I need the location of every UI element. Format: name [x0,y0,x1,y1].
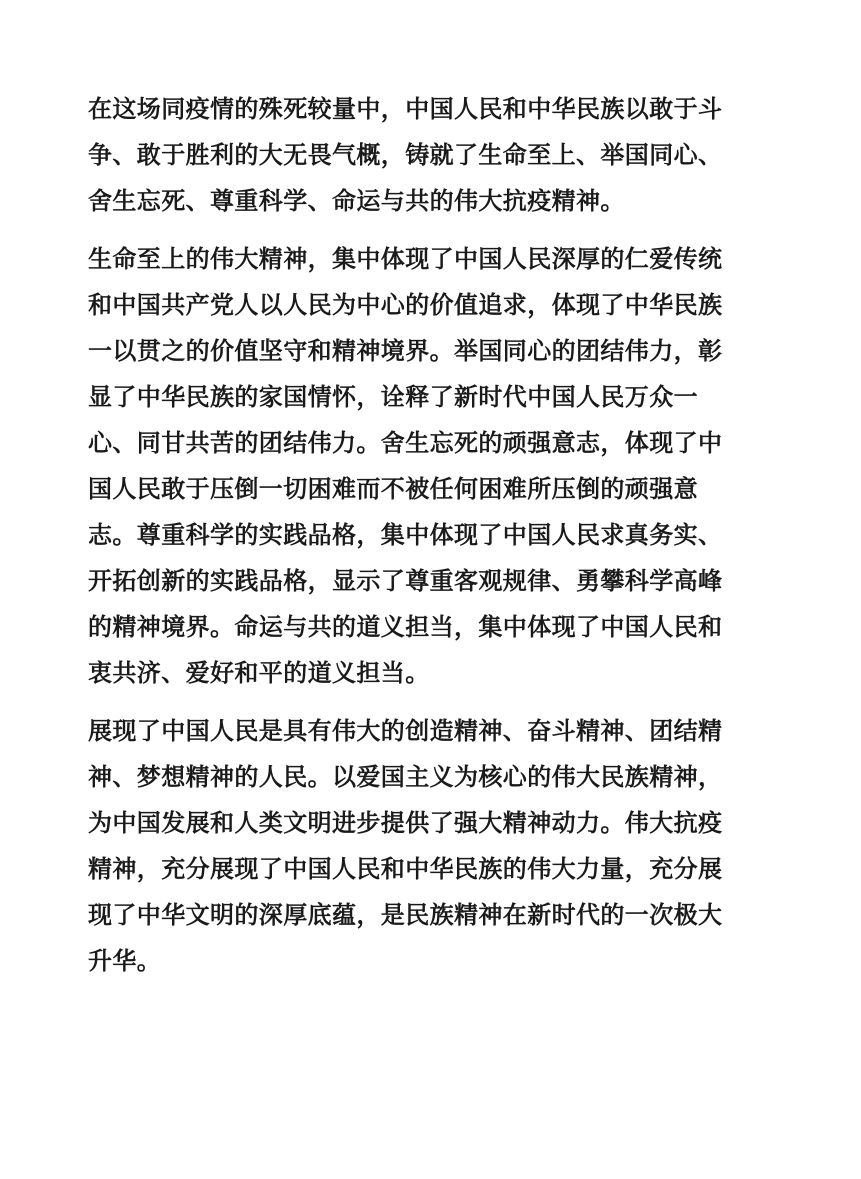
text-line: 为中国发展和人类文明进步提供了强大精神动力。伟大抗疫 [88,809,723,837]
text-line: 精神，充分展现了中国人民和中华民族的伟大力量，充分展 [88,855,723,883]
text-line: 心、同甘共苦的团结伟力。舍生忘死的顽强意志，体现了中 [88,429,723,457]
text-line: 神、梦想精神的人民。以爱国主义为核心的伟大民族精神， [88,763,723,791]
text-line: 和中国共产党人以人民为中心的价值追求，体现了中华民族 [88,291,723,319]
paragraph-2 [88,236,776,696]
text-line: 在这场同疫情的殊死较量中，中国人民和中华民族以敢于斗 [88,95,723,123]
text-line: 开拓创新的实践品格，显示了尊重客观规律、勇攀科学高峰 [88,567,723,595]
document-body [88,86,776,984]
text-line: 现了中华文明的深厚底蕴，是民族精神在新时代的一次极大 [88,901,723,929]
text-line: 衷共济、爱好和平的道义担当。 [88,659,430,687]
paragraph-3 [88,708,776,984]
text-line: 一以贯之的价值坚守和精神境界。举国同心的团结伟力，彰 [88,337,723,365]
text-line: 舍生忘死、尊重科学、命运与共的伟大抗疫精神。 [88,187,625,215]
text-line: 国人民敢于压倒一切困难而不被任何困难所压倒的顽强意 [88,475,698,503]
text-line: 展现了中国人民是具有伟大的创造精神、奋斗精神、团结精 [88,717,723,745]
paragraph-1 [88,86,776,224]
text-line: 争、敢于胜利的大无畏气概，铸就了生命至上、举国同心、 [88,141,723,169]
text-line: 生命至上的伟大精神，集中体现了中国人民深厚的仁爱传统 [88,245,723,273]
text-line: 升华。 [88,947,162,975]
text-line: 的精神境界。命运与共的道义担当，集中体现了中国人民和 [88,613,723,641]
text-line: 志。尊重科学的实践品格，集中体现了中国人民求真务实、 [88,521,723,549]
text-line: 显了中华民族的家国情怀，诠释了新时代中国人民万众一 [88,383,698,411]
